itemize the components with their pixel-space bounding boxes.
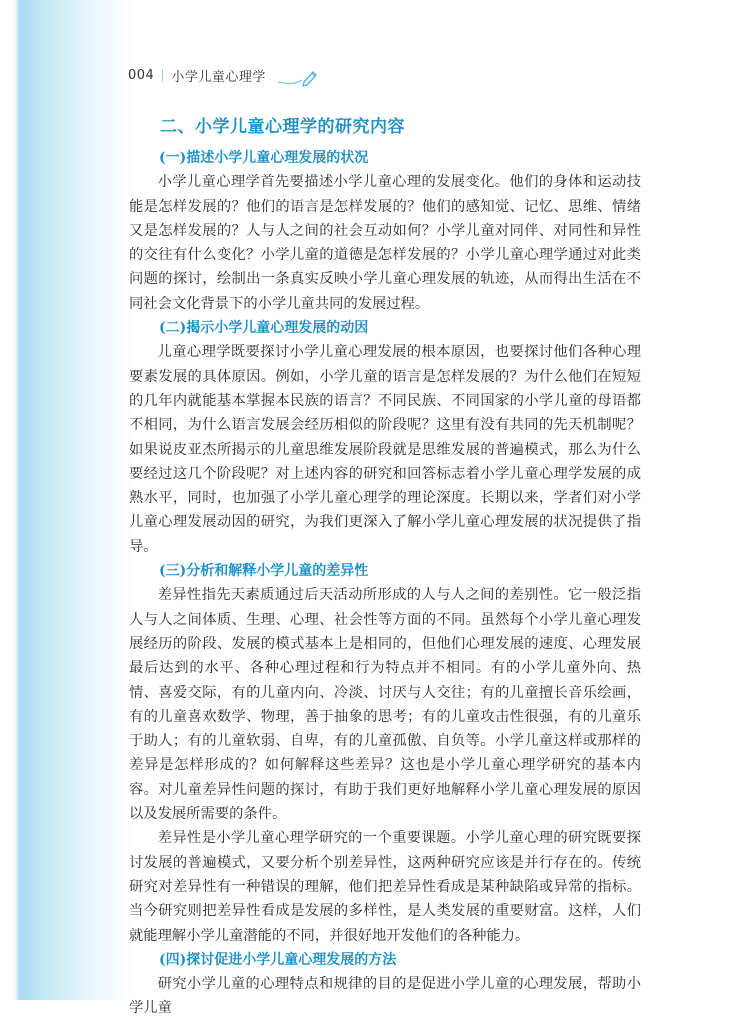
side-color-band	[0, 0, 138, 1000]
paragraph: 儿童心理学既要探讨小学儿童心理发展的根本原因，也要探讨他们各种心理要素发展的具体原因。例如，小学儿童的语言是怎样发展的？为什么他们在短短的几年内就能基本掌握本民族的语言？不同民族、不同国家的小学儿童的母语都不相同，为什么语言发展会经历相似的阶段呢？这里有没有共同的先天机制呢？如果说皮亚杰所揭示的儿童思维发展阶段就是思维发展的普遍模式，那么为什么要经过这几个阶段呢？对上述内容的研究和回答标志着小学儿童心理学发展的成熟水平，同时，也加强了小学儿童心理学的理论深度。长期以来，学者们对小学儿童心理发展动因的研究，为我们更深入了解小学儿童心理发展的状况提供了指导。	[129, 344, 641, 555]
paragraph: 小学儿童心理学首先要描述小学儿童心理的发展变化。他们的身体和运动技能是怎样发展的？他们的语言是怎样发展的？他们的感知觉、记忆、思维、情绪又是怎样发展的？人与人之间的社会互动如何？小学儿童对同伴、对同性和异性的交往有什么变化？小学儿童的道德是怎样发展的？小学儿童心理学通过对此类问题的探讨，绘制出一条真实反映小学儿童心理发展的轨迹，从而得出生活在不同社会文化背景下的小学儿童共同的发展过程。	[129, 174, 641, 312]
paragraph: 差异性是小学儿童心理学研究的一个重要课题。小学儿童心理的研究既要探讨发展的普遍模式，又要分析个别差异性，这两种研究应该是并行存在的。传统研究对差异性有一种错误的理解，他们把差异性看成是某种缺陷或异常的指标。当今研究则把差异性看成是发展的多样性，是人类发展的重要财富。这样，人们就能理解小学儿童潜能的不同，并很好地开发他们的各种能力。	[129, 830, 641, 944]
subsection-heading-4: (四)探讨促进小学儿童心理发展的方法	[159, 951, 397, 968]
page-number: 004	[128, 67, 155, 83]
subsection-heading-3: (三)分析和解释小学儿童的差异性	[159, 563, 369, 580]
paragraph: 研究小学儿童的心理特点和规律的目的是促进小学儿童的心理发展，帮助小学儿童	[129, 976, 641, 1017]
subsection-heading-2: (二)揭示小学儿童心理发展的动因	[159, 320, 369, 337]
paragraph: 差异性指先天素质通过后天活动所形成的人与人之间的差别性。它一般泛指人与人之间体质、生理、心理、社会性等方面的不同。虽然每个小学儿童心理发展经历的阶段、发展的模式基本上是相同的，但他们心理发展的速度、心理发展最后达到的水平、各种心理过程和行为特点并不相同。有的小学儿童外向、热情、喜爱交际，有的儿童内向、冷淡、讨厌与人交往；有的儿童擅长音乐绘画，有的儿童喜欢数学、物理，善于抽象的思考；有的儿童攻击性很强，有的儿童乐于助人；有的儿童软弱、自卑，有的儿童孤傲、自负等。小学儿童这样或那样的差异是怎样形成的？如何解释这些差异？这也是小学儿童心理学研究的基本内容。对儿童差异性问题的探讨，有助于我们更好地解释小学儿童心理发展的原因以及发展所需要的条件。	[129, 587, 641, 823]
subsection-heading-1: (一)描述小学儿童心理发展的状况	[159, 150, 369, 166]
pencil-icon	[303, 72, 316, 86]
book-title: 小学儿童心理学	[171, 69, 266, 85]
page-header	[128, 64, 266, 86]
section-title: 二、小学儿童心理学的研究内容	[160, 117, 405, 137]
header-divider	[162, 69, 163, 82]
page-body	[129, 146, 641, 1021]
